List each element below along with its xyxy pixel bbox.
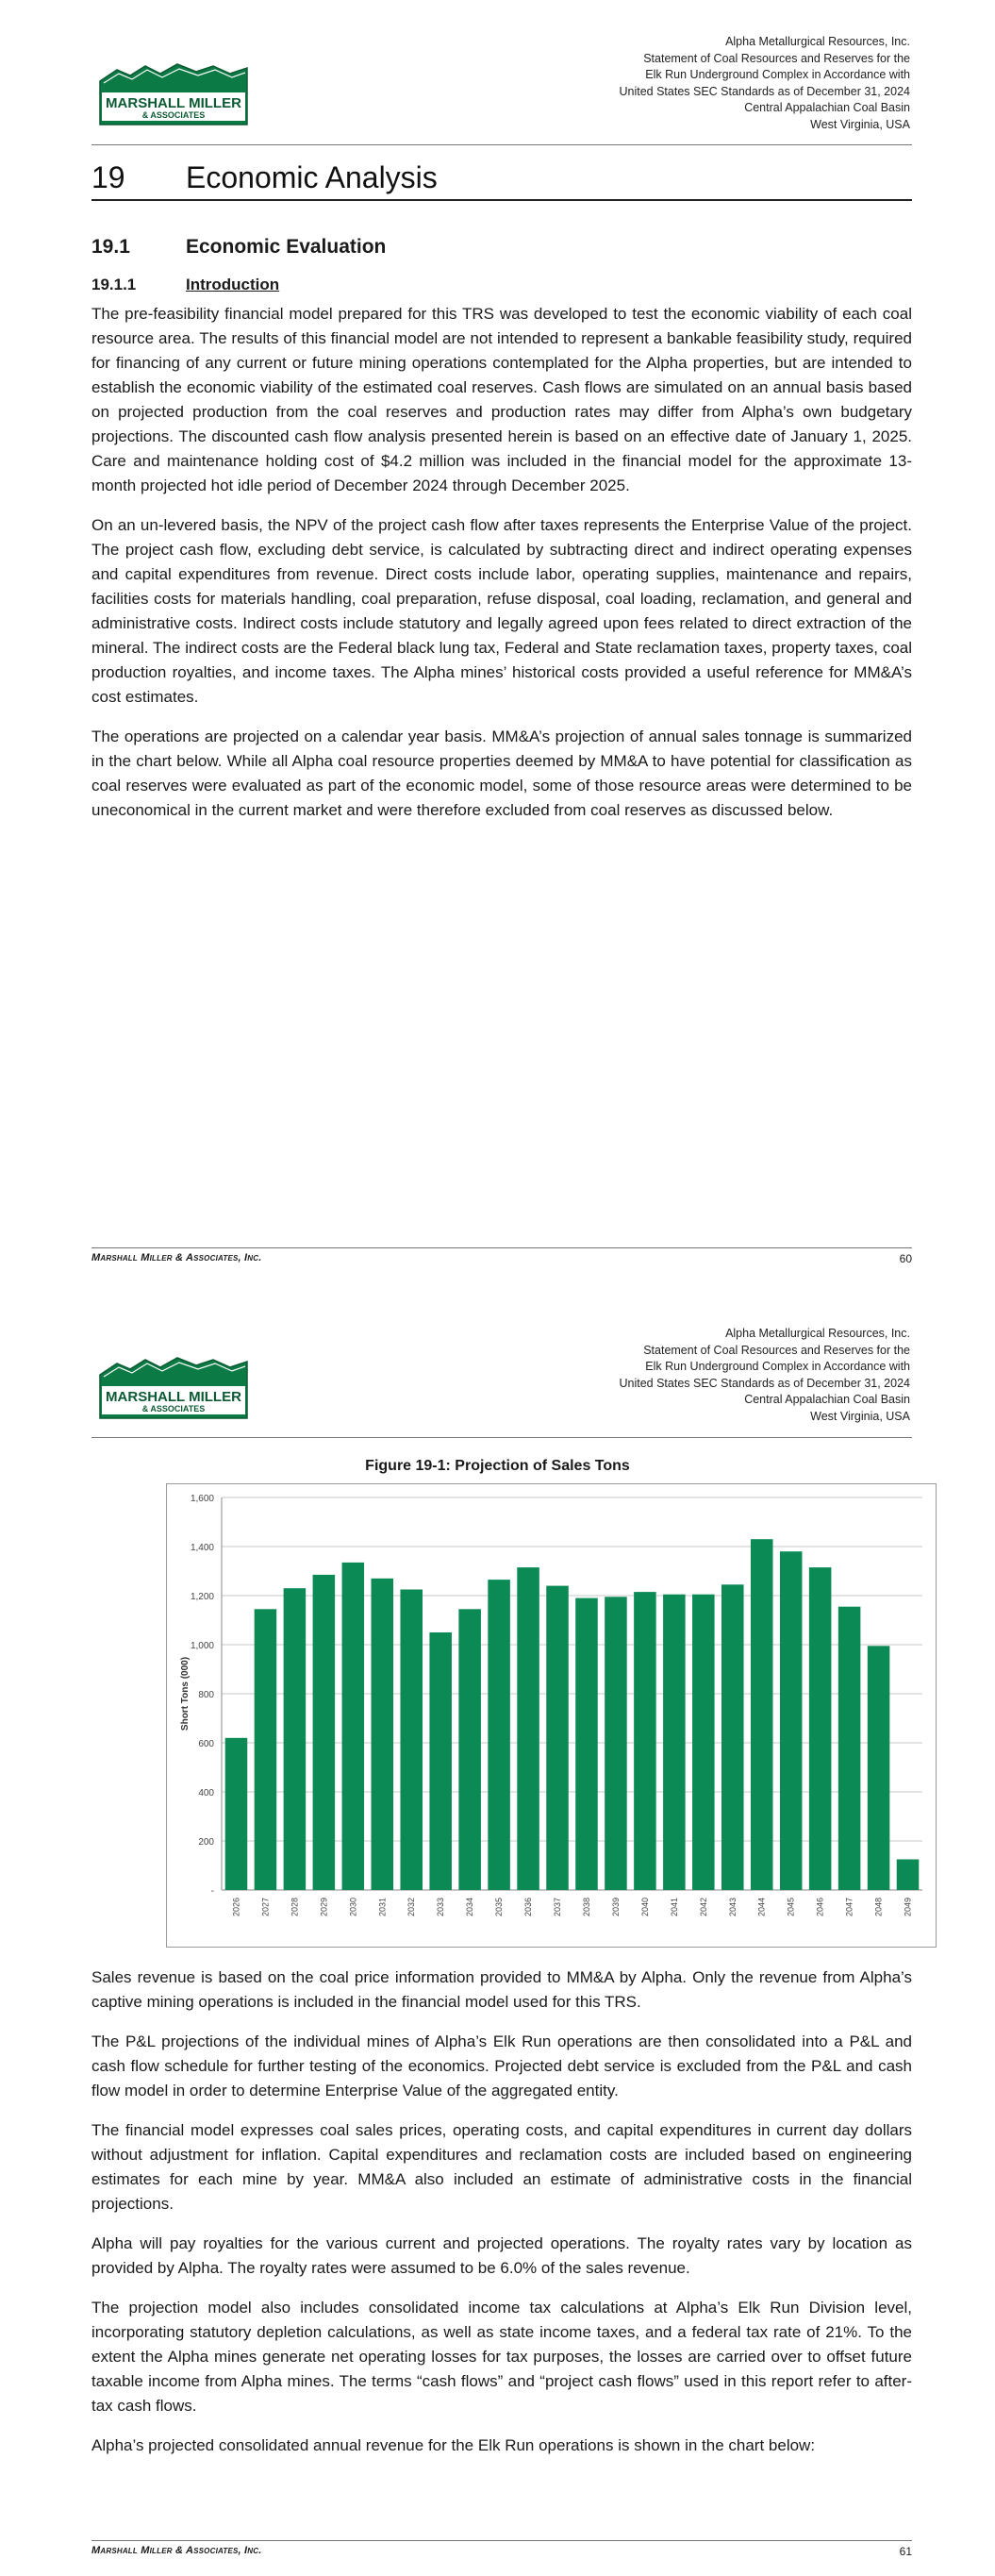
body-text xyxy=(91,302,912,838)
bar xyxy=(372,1579,394,1890)
y-tick-label: - xyxy=(210,1886,214,1897)
paragraph: Alpha will pay royalties for the various current and projected operations. The royalty rates vary by location as provided by Alpha. The royalty rates were assumed to be 6.0% of the sales revenue. xyxy=(91,2234,912,2277)
bar xyxy=(284,1588,307,1890)
svg-text:MARSHALL MILLER: MARSHALL MILLER xyxy=(106,1389,241,1405)
x-tick-label: 2039 xyxy=(610,1898,621,1917)
section-number: 19.1 xyxy=(91,236,130,258)
company-logo xyxy=(98,1354,249,1420)
figure-caption: Figure 19-1: Projection of Sales Tons xyxy=(365,1458,630,1474)
section-title: Economic Evaluation xyxy=(186,236,387,258)
bar xyxy=(488,1580,510,1890)
x-tick-label: 2042 xyxy=(698,1898,708,1917)
page-number: 61 xyxy=(899,2545,912,2558)
report-header xyxy=(619,1326,910,1425)
footer-rule xyxy=(91,2540,912,2541)
x-tick-label: 2028 xyxy=(290,1898,300,1917)
chart-svg xyxy=(167,1484,936,1947)
chart-canvas xyxy=(167,1484,936,1947)
bar xyxy=(751,1539,773,1890)
x-tick-label: 2036 xyxy=(523,1898,534,1917)
bar xyxy=(780,1551,803,1890)
bar xyxy=(342,1563,365,1890)
sales-tons-chart xyxy=(166,1483,937,1948)
x-tick-label: 2048 xyxy=(873,1898,884,1917)
header-line: Elk Run Underground Complex in Accordance with xyxy=(645,1360,910,1373)
x-tick-label: 2029 xyxy=(319,1898,329,1917)
chapter-rule xyxy=(91,199,912,201)
paragraph: Alpha’s projected consolidated annual revenue for the Elk Run operations is shown in the chart below: xyxy=(91,2436,816,2454)
x-tick-label: 2044 xyxy=(756,1898,767,1917)
header-rule xyxy=(91,1437,912,1438)
x-tick-label: 2032 xyxy=(406,1898,417,1917)
y-tick-label: 1,000 xyxy=(190,1641,214,1651)
footer-company: Marshall Miller & Associates, Inc. xyxy=(91,2545,262,2556)
paragraph: The pre-feasibility financial model prepared for this TRS was developed to test the economic viability of each coal resource area. The results of this financial model are not intended to represent a bankable feasibility study, required for financing of any current or future mining operations contemplated for the Alpha properties, but are intended to establish the economic viability of the estimated coal reserves. Cash flows are simulated on an annual basis based on projected production from the coal reserves and production rates may differ from Alpha’s own budgetary projections. The discounted cash flow analysis presented herein is based on an effective date of January 1, 2025. Care and maintenance holding cost of $4.2 million was included in the financial model for the approximate 13-month projected hot idle period of December 2024 through December 2025. xyxy=(91,305,912,494)
header-line: Central Appalachian Coal Basin xyxy=(744,1393,910,1406)
bar xyxy=(809,1567,832,1890)
bar xyxy=(868,1646,890,1890)
y-tick-label: 1,400 xyxy=(190,1543,214,1553)
header-line: Alpha Metallurgical Resources, Inc. xyxy=(725,1327,910,1340)
bar xyxy=(663,1595,686,1890)
x-tick-label: 2034 xyxy=(465,1898,475,1917)
paragraph: The projection model also includes consolidated income tax calculations at Alpha’s Elk Run Division level, incorporating statutory depletion calculations, as well as state income taxes, and a federal tax rate of 21%. To the extent the Alpha mines generate net operating losses for tax purposes, the losses are carried over to offset future taxable income from Alpha mines. The terms “cash flows” and “project cash flows” used in this report refer to after-tax cash flows. xyxy=(91,2299,912,2415)
section-heading xyxy=(91,236,386,259)
svg-text:& ASSOCIATES: & ASSOCIATES xyxy=(141,1404,206,1413)
x-tick-label: 2040 xyxy=(639,1898,650,1917)
x-tick-label: 2033 xyxy=(436,1898,446,1917)
y-tick-label: 1,200 xyxy=(190,1592,214,1602)
x-tick-label: 2049 xyxy=(903,1898,913,1917)
page-number: 60 xyxy=(899,1252,912,1265)
x-tick-label: 2043 xyxy=(727,1898,738,1917)
bar xyxy=(225,1738,248,1890)
header-line: Statement of Coal Resources and Reserves for the xyxy=(643,1343,910,1357)
bar xyxy=(692,1595,715,1890)
x-tick-label: 2046 xyxy=(815,1898,825,1917)
chapter-heading xyxy=(91,160,438,195)
bar xyxy=(897,1860,920,1891)
y-tick-label: 600 xyxy=(198,1739,214,1749)
x-tick-label: 2047 xyxy=(844,1898,854,1917)
bar xyxy=(575,1598,598,1890)
company-logo xyxy=(98,60,249,126)
chapter-number: 19 xyxy=(91,160,125,194)
y-tick-label: 1,600 xyxy=(190,1494,214,1504)
bar xyxy=(838,1607,861,1890)
bar xyxy=(313,1575,336,1890)
bar xyxy=(605,1597,627,1890)
bar xyxy=(517,1567,539,1890)
x-tick-label: 2037 xyxy=(553,1898,563,1917)
x-tick-label: 2026 xyxy=(231,1898,241,1917)
x-tick-label: 2035 xyxy=(494,1898,505,1917)
bar xyxy=(634,1592,656,1890)
subsection-heading xyxy=(91,276,279,294)
svg-text:MARSHALL MILLER: MARSHALL MILLER xyxy=(106,95,241,111)
bar xyxy=(429,1632,452,1890)
x-tick-label: 2041 xyxy=(669,1898,679,1917)
bar xyxy=(400,1590,423,1891)
footer-company: Marshall Miller & Associates, Inc. xyxy=(91,1252,262,1263)
report-page-61 xyxy=(0,1297,995,2576)
header-line: Statement of Coal Resources and Reserves for the xyxy=(643,51,910,65)
header-line: Central Appalachian Coal Basin xyxy=(744,101,910,114)
y-tick-label: 800 xyxy=(198,1690,214,1700)
x-tick-label: 2031 xyxy=(377,1898,388,1917)
header-rule xyxy=(91,144,912,145)
paragraph: On an un-levered basis, the NPV of the project cash flow after taxes represents the Enterprise Value of the project. The project cash flow, excluding debt service, is calculated by subtracting direct and indirect operating expenses and capital expenditures from revenue. Direct costs include labor, operating supplies, maintenance and repairs, facilities costs for materials handling, coal preparation, refuse disposal, coal loading, reclamation, and general and administrative costs. Indirect costs include statutory and legally agreed upon fees related to direct extraction of the mineral. The indirect costs are the Federal black lung tax, Federal and State reclamation taxes, property taxes, coal production royalties, and income taxes. The Alpha mines’ historical costs provided a useful reference for MM&A’s cost estimates. xyxy=(91,516,912,706)
bar xyxy=(546,1586,569,1890)
bar xyxy=(458,1609,481,1890)
bar xyxy=(255,1609,277,1890)
y-tick-label: 200 xyxy=(198,1837,214,1848)
header-line: Elk Run Underground Complex in Accordance with xyxy=(645,68,910,81)
bar xyxy=(721,1584,744,1890)
svg-text:& ASSOCIATES: & ASSOCIATES xyxy=(141,110,206,120)
header-line: United States SEC Standards as of December 31, 2024 xyxy=(619,84,910,98)
footer-rule xyxy=(91,1247,912,1248)
x-tick-label: 2027 xyxy=(260,1898,271,1917)
subsection-title: Introduction xyxy=(186,276,280,293)
y-tick-label: 400 xyxy=(198,1788,214,1798)
x-tick-label: 2030 xyxy=(348,1898,358,1917)
paragraph: The operations are projected on a calendar year basis. MM&A’s projection of annual sales tonnage is summarized in the chart below. While all Alpha coal resource properties deemed by MM&A to have potential for classification as coal reserves were evaluated as part of the economic model, some of those resource areas were determined to be uneconomical in the current market and were therefore excluded from coal reserves as discussed below. xyxy=(91,728,912,819)
paragraph: The P&L projections of the individual mines of Alpha’s Elk Run operations are then consolidated into a P&L and cash flow schedule for further testing of the economics. Projected debt service is excluded from the P&L and cash flow model in order to determine Enterprise Value of the aggregated entity. xyxy=(91,2032,912,2099)
y-axis-label: Short Tons (000) xyxy=(180,1656,191,1731)
report-header xyxy=(619,34,910,133)
header-line: Alpha Metallurgical Resources, Inc. xyxy=(725,35,910,48)
paragraph: Sales revenue is based on the coal price information provided to MM&A by Alpha. Only the revenue from Alpha’s captive mining operations is included in the financial model used for this TRS. xyxy=(91,1968,912,2011)
header-line: United States SEC Standards as of December 31, 2024 xyxy=(619,1376,910,1390)
header-line: West Virginia, USA xyxy=(810,117,910,131)
header-line: West Virginia, USA xyxy=(810,1409,910,1423)
paragraph: The financial model expresses coal sales prices, operating costs, and capital expenditures in current day dollars without adjustment for inflation. Capital expenditures and reclamation costs are included based on engineering estimates for each mine by year. MM&A also included an estimate of administrative costs in the financial projections. xyxy=(91,2121,912,2213)
x-tick-label: 2045 xyxy=(786,1898,796,1917)
chapter-title: Economic Analysis xyxy=(186,160,438,194)
body-text xyxy=(91,1965,912,2473)
subsection-number: 19.1.1 xyxy=(91,276,137,293)
x-tick-label: 2038 xyxy=(581,1898,591,1917)
